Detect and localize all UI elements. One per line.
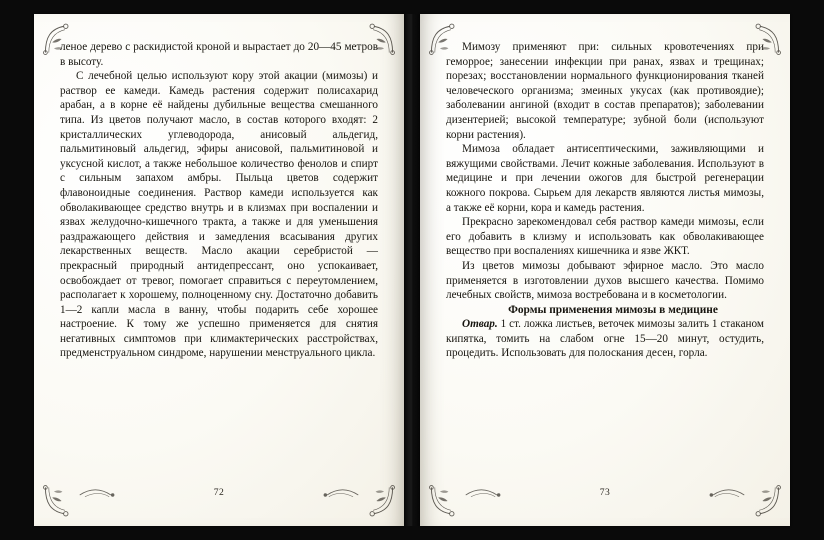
- left-page: [34, 14, 404, 526]
- left-page-body: [60, 40, 378, 488]
- recipe-text: 1 ст. ложка листьев, веточек мимозы залить 1 стаканом кипятка, томить на слабом огне 15—20 минут, остудить, процедить. Использовать для полоскания десен, горла.: [446, 318, 764, 360]
- corner-ornament-icon: [362, 22, 396, 56]
- paragraph: Мимоза обладает антисептическими, заживляющими и вяжущими свойствами. Лечит кожные заболевания. Используют в медицине и при лечении ожогов для быстрой регенерации кожного покрова. Сырьем для лекарств являются листья мимозы, а также её корни, кора и камедь растения.: [446, 143, 764, 214]
- recipe-label: Отвар.: [462, 318, 498, 331]
- corner-ornament-icon: [428, 22, 462, 56]
- recipe-paragraph: [446, 317, 764, 361]
- paragraph: Мимозу применяют при: сильных кровотечениях при геморрое; занесении инфекции при ранах, язвах и трещинах; порезах; восстановлении нормального функционирования тканей человеческого организма; змеиных укусах (как противоядие); заболевании ангиной (входит в состав препаратов); заболевании дизентерией; высокой температуре; зубной боли (используют корни растения).: [446, 41, 764, 141]
- paragraph: Из цветов мимозы добывают эфирное масло. Это масло применяется в изготовлении духов высшего качества. Помимо лечебных свойств, мимоза востребована и в косметологии.: [446, 259, 764, 302]
- book-gutter: [404, 14, 420, 526]
- paragraph: леное дерево с раскидистой кроной и вырастает до 20—45 метров в высоту.: [60, 41, 378, 68]
- section-heading: Формы применения мимозы в медицине: [508, 303, 718, 316]
- corner-ornament-icon: [748, 22, 782, 56]
- paragraph: С лечебной целью используют кору этой акации (мимозы) и раствор ее камеди. Камедь растения содержит полисахарид арабан, а в корне её найдены дубильные вещества смешанного типа. Из цветов получают масло, в состав которого входят: 2 кристаллических углеводорода, анисовый альдегид, пальмитиновый альдегид, эфиры анисовой, пальмитиновой и уксусной кислот, а также небольшое количество фенолов и спирт с сильным запахом амбры. Пыльца цветов содержит флавоноидные соединения. Раствор камеди используется как обволакивающее средство внутрь и в клизмах при воспалении и язвах желудочно-кишечного тракта, а также и для уменьшения раздражающего действия и замедления всасывания других лекарственных веществ. Масло акации серебристой — прекрасный природный антидепрессант, оно успокаивает, освобождает от тревог, помогает справиться с переутомлением, располагает к хорошему, полноценному сну. Достаточно добавить 1—2 капли масла в ванну, чтобы подарить себе хорошее настроение. К тому же успешно применяется для снятия негативных симптомов при климактерических расстройствах, предменструальном синдроме, нарушении менструального цикла.: [60, 70, 378, 360]
- right-page-body: [446, 40, 764, 488]
- corner-ornament-icon: [42, 22, 76, 56]
- page-number: 72: [213, 487, 225, 498]
- paragraph: Прекрасно зарекомендовал себя раствор камеди мимозы, если его добавить в клизму и использовать как обволакивающее вещество при воспалениях кишечника и язве ЖКТ.: [446, 216, 764, 258]
- right-page: [420, 14, 790, 526]
- page-number: 73: [599, 487, 611, 498]
